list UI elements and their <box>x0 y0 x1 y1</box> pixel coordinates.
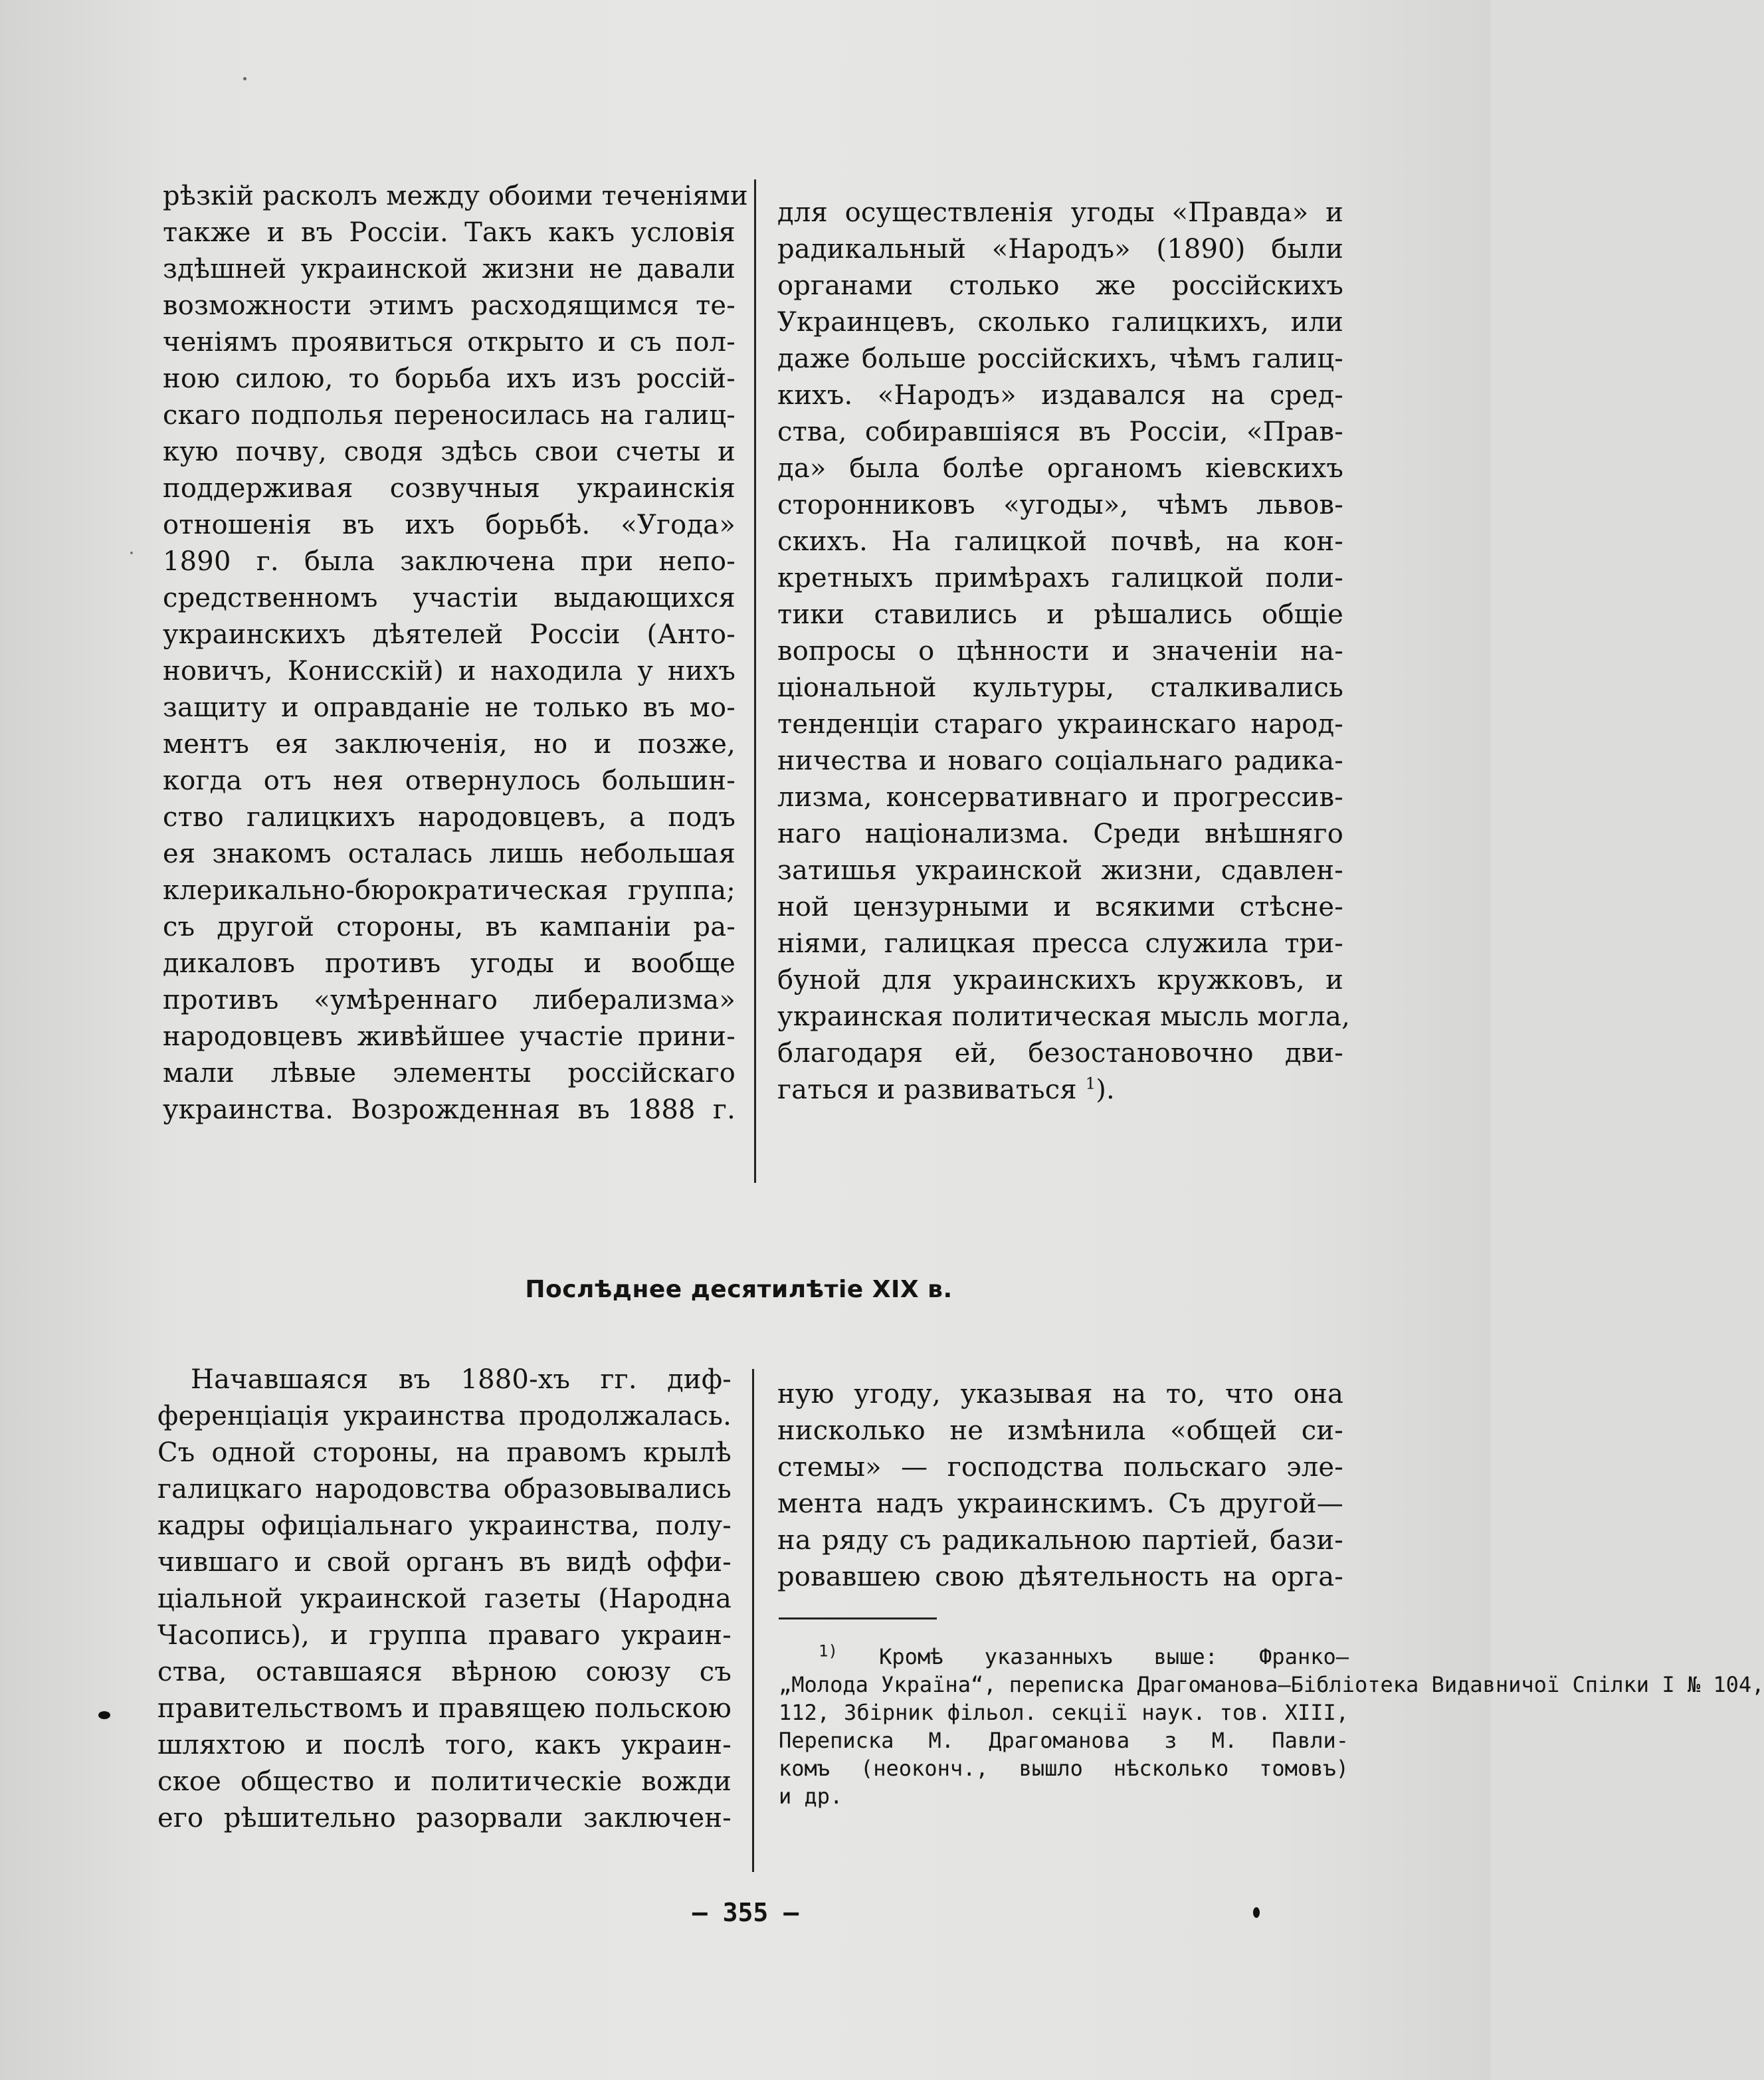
text-line <box>777 1072 1343 1108</box>
footnote-separator <box>779 1617 937 1619</box>
text-line: мента надъ украинскимъ. Съ другой— <box>777 1489 1343 1519</box>
footnote-text: Кромѣ указанныхъ выше: Франко— <box>879 1644 1349 1669</box>
text-line: кихъ. «Народъ» издавался на сред- <box>777 380 1343 411</box>
text-line: украинскихъ дѣятелей Россіи (Анто- <box>163 619 735 650</box>
ink-speck <box>243 77 246 80</box>
text-line: ной цензурными и всякими стѣсне- <box>777 892 1343 922</box>
text-line: ціальной украинской газеты (Народна <box>157 1584 732 1614</box>
text-line: украинства. Возрожденная въ 1888 г. <box>163 1094 735 1125</box>
text-line: народовцевъ живѣйшее участіе прини- <box>163 1021 735 1052</box>
text-line: здѣшней украинской жизни не давали <box>163 254 735 284</box>
text-line: кадры офиціальнаго украинства, полу- <box>157 1510 732 1541</box>
text-line: затишья украинской жизни, сдавлен- <box>777 855 1343 886</box>
bottom-left-column <box>157 1362 732 1837</box>
text-line: когда отъ нея отвернулось большин- <box>163 766 735 796</box>
text-line: ференціація украинства продолжалась. <box>157 1401 732 1431</box>
text-line: украинская политическая мысль могла, <box>777 1001 1351 1032</box>
text-line: стемы» — господства польскаго эле- <box>777 1452 1343 1483</box>
text-line: отношенія въ ихъ борьбѣ. «Угода» <box>163 510 735 540</box>
text-line: 1890 г. была заключена при непо- <box>163 546 735 577</box>
text-line: кую почву, сводя здѣсь свои счеты и <box>163 437 735 467</box>
text-line: ея знакомъ осталась лишь небольшая <box>163 839 735 869</box>
text-line: ства, оставшаяся вѣрною союзу съ <box>157 1657 732 1687</box>
footnote-line: и др. <box>779 1784 843 1809</box>
text-line: на ряду съ радикальною партіей, бази- <box>777 1525 1343 1556</box>
footnote-line <box>779 1643 1349 1671</box>
footnote-reference: 1 <box>1085 1074 1096 1093</box>
text-line: тики ставились и рѣшались общіе <box>777 599 1343 630</box>
text-line: для осуществленія угоды «Правда» и <box>777 197 1343 228</box>
text-line: вопросы о цѣнности и значеніи на- <box>777 636 1343 667</box>
text-line: противъ «умѣреннаго либерализма» <box>163 985 735 1015</box>
text-line: ства, собиравшіяся въ Россіи, «Прав- <box>777 417 1343 447</box>
text-line-tail: ). <box>1096 1075 1115 1105</box>
text-line: даже больше россійскихъ, чѣмъ галиц- <box>777 344 1343 374</box>
text-line: скихъ. На галицкой почвѣ, на кон- <box>777 526 1343 557</box>
text-line: ною силою, то борьба ихъ изъ россій- <box>163 364 735 394</box>
page-number: — 355 — <box>692 1898 799 1927</box>
text-line: ченіямъ проявиться открыто и съ пол- <box>163 327 735 358</box>
text-line: лизма, консервативнаго и прогрессив- <box>777 782 1343 813</box>
text-line: Часопись), и группа праваго украин- <box>157 1620 732 1651</box>
text-line: также и въ Россіи. Такъ какъ условія <box>163 217 735 248</box>
text-line: ментъ ея заключенія, но и позже, <box>163 729 735 760</box>
text-line: сторонниковъ «угоды», чѣмъ львов- <box>777 490 1343 520</box>
text-line-body: гаться и развиваться <box>777 1075 1077 1105</box>
text-line: ничества и новаго соціальнаго радика- <box>777 746 1343 776</box>
top-left-column <box>163 178 748 1128</box>
text-line: кретныхъ примѣрахъ галицкой поли- <box>777 563 1343 593</box>
text-line: наго націонализма. Среди внѣшняго <box>777 819 1343 849</box>
text-line: буной для украинскихъ кружковъ, и <box>777 965 1343 995</box>
section-heading: Послѣднее десятилѣтіе XIX в. <box>525 1276 953 1303</box>
text-line: рѣзкій расколъ между обоими теченіями <box>163 181 748 211</box>
ink-speck <box>98 1711 110 1719</box>
text-line: его рѣшительно разорвали заключен- <box>157 1803 732 1833</box>
ink-speck <box>1253 1907 1260 1918</box>
text-line: ніями, галицкая пресса служила три- <box>777 928 1343 959</box>
column-divider <box>754 179 756 1183</box>
text-line: Съ одной стороны, на правомъ крылѣ <box>157 1437 732 1468</box>
text-line: ское общество и политическіе вожди <box>157 1766 732 1797</box>
text-line: шляхтою и послѣ того, какъ украин- <box>157 1730 732 1760</box>
top-right-column <box>777 195 1351 1108</box>
text-line: скаго подполья переносилась на галиц- <box>163 400 735 431</box>
column-divider <box>752 1369 754 1872</box>
footnote-line: 112, Збірник фільол. секції наук. тов. ХІІІ, <box>779 1700 1349 1725</box>
text-line: нисколько не измѣнила «общей си- <box>777 1415 1343 1446</box>
ink-speck <box>130 552 133 554</box>
text-line: Начавшаяся въ 1880-хъ гг. диф- <box>191 1364 732 1395</box>
text-line: да» была болѣе органомъ кіевскихъ <box>777 453 1343 484</box>
text-line: Украинцевъ, сколько галицкихъ, или <box>777 307 1343 338</box>
text-line: галицкаго народовства образовывались <box>157 1474 732 1505</box>
text-line: клерикально-бюрократическая группа; <box>163 875 735 906</box>
text-line: правительствомъ и правящею польскою <box>157 1693 732 1724</box>
text-line: ство галицкихъ народовцевъ, а подъ <box>163 802 735 833</box>
bottom-right-column <box>777 1376 1343 1596</box>
footnote-line: „Молода Україна“, переписка Драгоманова—Бібліотека Видавничої Спілки І № 104, <box>779 1672 1764 1697</box>
text-line: органами столько же россійскихъ <box>777 270 1343 301</box>
text-line: защиту и оправданіе не только въ мо- <box>163 692 735 723</box>
text-line: поддерживая созвучныя украинскія <box>163 473 735 504</box>
text-line: новичъ, Конисскій) и находила у нихъ <box>163 656 735 686</box>
text-line: ную угоду, указывая на то, что она <box>777 1379 1343 1409</box>
text-line: дикаловъ противъ угоды и вообще <box>163 948 735 979</box>
text-line: благодаря ей, безостановочно дви- <box>777 1038 1343 1069</box>
text-line: возможности этимъ расходящимся те- <box>163 290 735 321</box>
text-line: средственномъ участіи выдающихся <box>163 583 735 613</box>
text-line: ціональной культуры, сталкивались <box>777 673 1343 703</box>
text-line: мали лѣвые элементы россійскаго <box>163 1058 735 1089</box>
footnote-line: комъ (неоконч., вышло нѣсколько томовъ) <box>779 1756 1349 1781</box>
text-line: съ другой стороны, въ кампаніи ра- <box>163 912 735 942</box>
text-line: ровавшею свою дѣятельность на орга- <box>777 1562 1343 1592</box>
footnote <box>779 1641 1764 1810</box>
text-line: чившаго и свой органъ въ видѣ оффи- <box>157 1547 732 1578</box>
footnote-marker: 1) <box>819 1641 838 1661</box>
text-line: радикальный «Народъ» (1890) были <box>777 234 1343 264</box>
footnote-line: Переписка М. Драгоманова з М. Павли- <box>779 1728 1349 1753</box>
text-line: тенденціи стараго украинскаго народ- <box>777 709 1343 740</box>
